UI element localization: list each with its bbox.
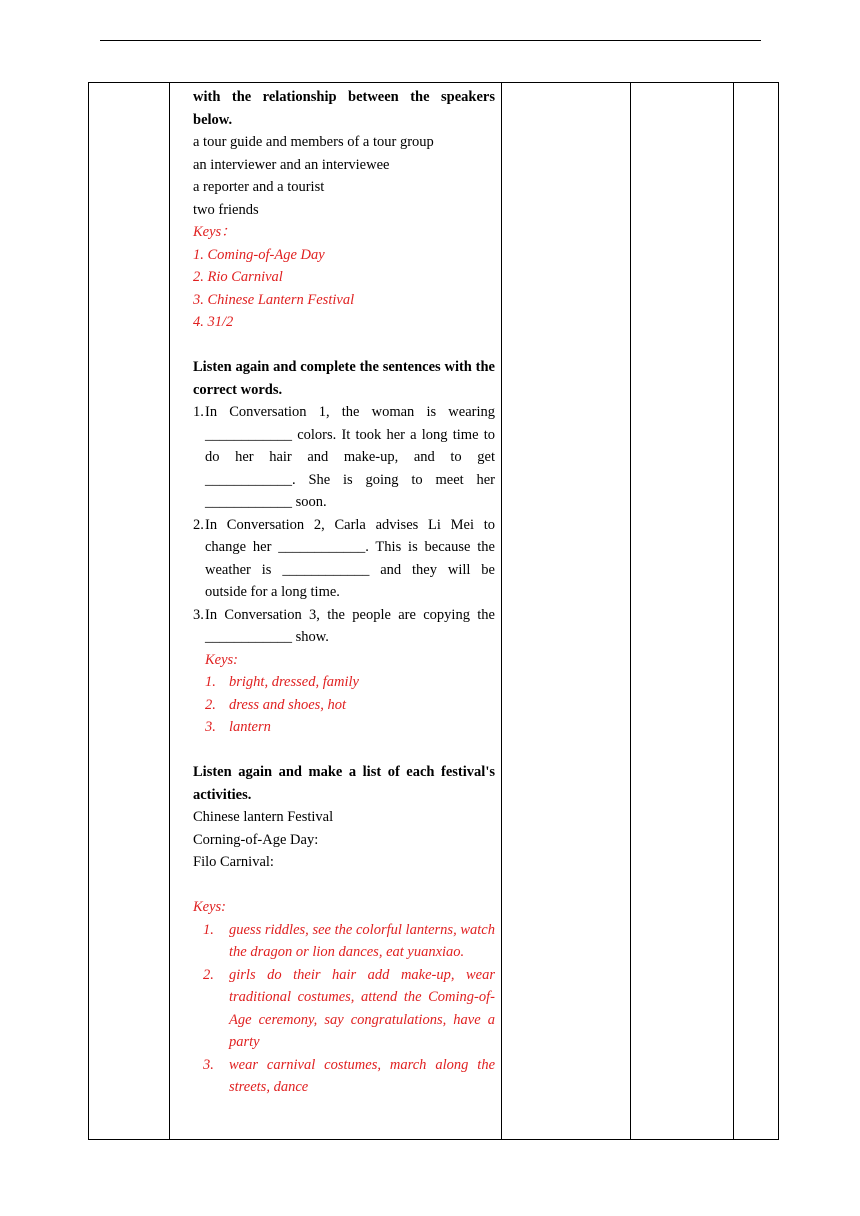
question-item: [193, 604, 495, 649]
key-text: lantern: [229, 719, 271, 735]
key-number: 3.: [203, 1056, 214, 1073]
option-item: an interviewer and an interviewee: [193, 156, 390, 173]
question-text: In Conversation 3, the people are copying the ____________ show.: [205, 606, 495, 645]
column-divider-2: [501, 83, 502, 1139]
header-rule: [100, 40, 761, 41]
keys-label: Keys:: [193, 899, 227, 915]
key-item: 3. Chinese Lantern Festival: [193, 291, 355, 308]
question-item: [193, 401, 495, 514]
key-text: wear carnival costumes, march along the streets, dance: [229, 1056, 495, 1095]
festival-item: Chinese lantern Festival: [193, 809, 334, 825]
section3-heading: Listen again and make a list of each festival's activities.: [193, 764, 495, 803]
key-number: 1.: [203, 921, 214, 938]
key-item: 4. 31/2: [193, 314, 234, 330]
key-item: [193, 716, 495, 739]
column-divider-1: [169, 83, 170, 1139]
question-number: 3.: [193, 606, 204, 623]
question-item: [193, 514, 495, 604]
festival-item: Filo Carnival:: [193, 854, 274, 870]
option-item: a tour guide and members of a tour group: [193, 134, 434, 150]
option-item: two friends: [193, 201, 259, 218]
option-item: a reporter and a tourist: [193, 179, 325, 195]
key-text: dress and shoes, hot: [229, 696, 347, 713]
key-item: [193, 1054, 495, 1099]
key-number: 1.: [205, 674, 216, 690]
key-item: [193, 671, 495, 694]
key-number: 3.: [205, 719, 216, 735]
section1-heading: with the relationship between the speakers below.: [193, 89, 495, 128]
key-item: 2. Rio Carnival: [193, 269, 283, 285]
key-text: guess riddles, see the colorful lanterns, watch the dragon or lion dances, eat yuanxiao.: [229, 921, 495, 960]
column-divider-3: [630, 83, 631, 1139]
question-number: 1.: [193, 404, 204, 420]
keys-label: Keys:: [205, 651, 239, 668]
activity-cell: [193, 86, 495, 1099]
keys-label: Keys：: [193, 224, 236, 240]
key-text: girls do their hair add make-up, wear traditional costumes, attend the Coming-of-Age ceremony, say congratulations, have a party: [229, 966, 495, 1050]
key-number: 2.: [203, 966, 214, 983]
key-item: [193, 919, 495, 964]
key-number: 2.: [205, 696, 216, 713]
key-item: 1. Coming-of-Age Day: [193, 246, 325, 263]
key-text: bright, dressed, family: [229, 674, 359, 690]
question-number: 2.: [193, 516, 204, 533]
column-divider-4: [733, 83, 734, 1139]
section2-heading: Listen again and complete the sentences with the correct words.: [193, 359, 495, 398]
question-text: In Conversation 1, the woman is wearing ____________ colors. It took her a long time to do her hair and make-up, and to get ____________. She is going to meet her ____________ soon.: [205, 404, 495, 510]
festival-item: Corning-of-Age Day:: [193, 831, 319, 848]
key-item: [193, 694, 495, 717]
key-item: [193, 964, 495, 1054]
question-text: In Conversation 2, Carla advises Li Mei to change her ____________. This is because the weather is ____________ and they will be outside for a long time.: [205, 516, 495, 600]
